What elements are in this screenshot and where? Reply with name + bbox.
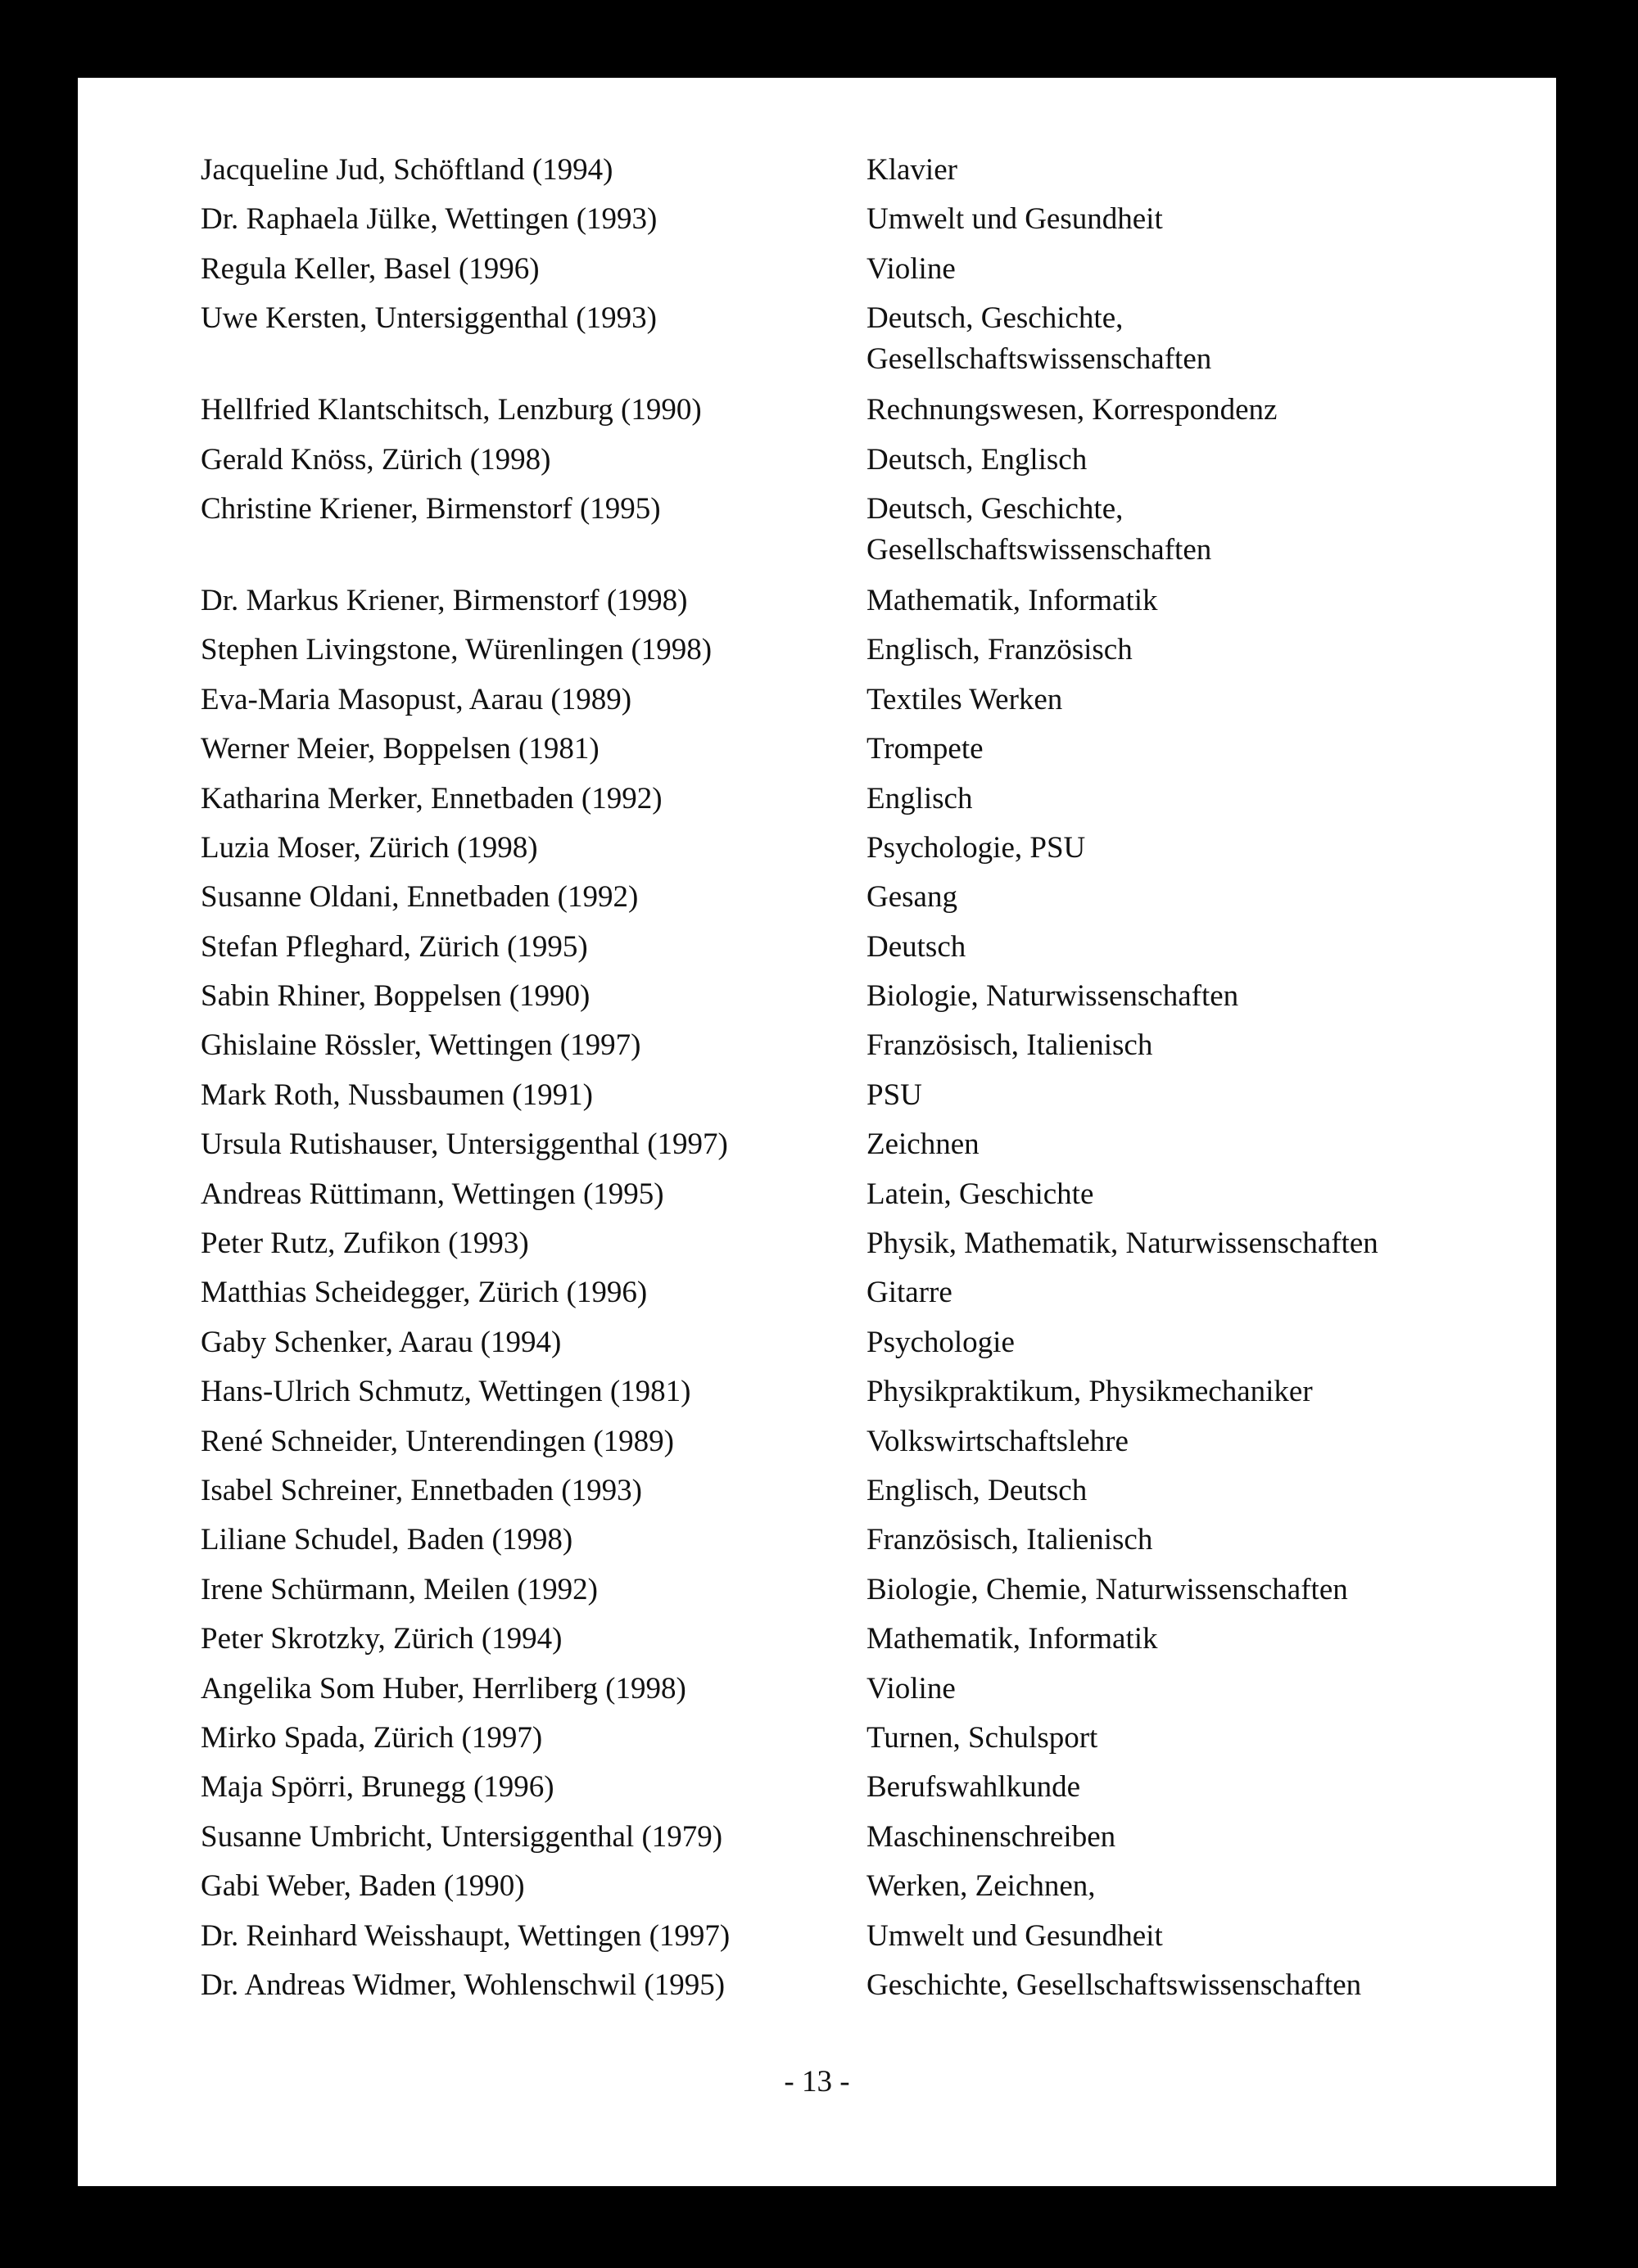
teacher-name: Mirko Spada, Zürich (1997) [201,1720,543,1755]
list-item [201,729,1511,770]
subject-text: Volkswirtschaftslehre [867,1424,1129,1458]
teacher-name: Matthias Scheidegger, Zürich (1996) [201,1276,648,1310]
subject-cell [867,976,1511,1017]
subject-text: Mathematik, Informatik [867,1622,1158,1656]
list-item [201,1916,1511,1957]
subject-text: Textiles Werken [867,682,1063,716]
subject-text: Deutsch, Geschichte, [867,491,1124,526]
teacher-name: Susanne Umbricht, Untersiggenthal (1979) [201,1819,723,1854]
subject-text: Umwelt und Gesundheit [867,202,1163,237]
teacher-name: Peter Skrotzky, Zürich (1994) [201,1622,563,1656]
page-number: - 13 - [784,2065,850,2099]
subject-cell [867,680,1511,721]
teacher-name: Dr. Raphaela Jülke, Wettingen (1993) [201,202,658,237]
subject-text-continued: Gesellschaftswissenschaften [867,342,1212,377]
teacher-name: Dr. Markus Kriener, Birmenstorf (1998) [201,583,688,617]
subject-cell [867,489,1511,571]
list-item [201,1075,1511,1116]
subject-cell [867,1223,1511,1264]
subject-text: Gitarre [867,1276,952,1310]
teacher-name: Stephen Livingstone, Würenlingen (1998) [201,633,713,667]
subject-cell [867,1767,1511,1808]
list-item [201,1866,1511,1907]
subject-cell [867,779,1511,820]
list-item [201,1322,1511,1363]
subject-cell [867,1520,1511,1561]
teacher-name: Regula Keller, Basel (1996) [201,251,540,286]
teacher-name: Gerald Knöss, Zürich (1998) [201,442,551,477]
subject-text: PSU [867,1078,922,1112]
teacher-name: Ursula Rutishauser, Untersiggenthal (1997) [201,1127,728,1162]
subject-text: Gesang [867,880,957,915]
teacher-name: Dr. Reinhard Weisshaupt, Wettingen (1997) [201,1918,731,1953]
teacher-name: Sabin Rhiner, Boppelsen (1990) [201,979,590,1014]
subject-cell [867,1174,1511,1215]
list-item [201,489,1511,571]
list-item [201,440,1511,481]
list-item [201,630,1511,671]
subject-text: Geschichte, Gesellschaftswissenschaften [867,1968,1362,2002]
list-item [201,390,1511,431]
subject-cell [867,828,1511,869]
subject-text: Klavier [867,153,957,187]
subject-text: Psychologie [867,1325,1015,1359]
list-item [201,1817,1511,1858]
list-item [201,828,1511,869]
teacher-name: Jacqueline Jud, Schöftland (1994) [201,153,613,187]
list-item [201,199,1511,240]
subject-cell [867,1916,1511,1957]
teacher-name: Uwe Kersten, Untersiggenthal (1993) [201,301,657,336]
list-item [201,877,1511,918]
subject-text: Biologie, Naturwissenschaften [867,979,1239,1014]
subject-text: Violine [867,251,956,286]
teacher-name: Luzia Moser, Zürich (1998) [201,830,538,865]
list-item [201,581,1511,621]
subject-text: Latein, Geschichte [867,1177,1094,1211]
subject-cell [867,1817,1511,1858]
subject-text: Mathematik, Informatik [867,583,1158,617]
list-item [201,1767,1511,1808]
teacher-name: Andreas Rüttimann, Wettingen (1995) [201,1177,664,1211]
teacher-name: René Schneider, Unterendingen (1989) [201,1424,674,1458]
teacher-name: Liliane Schudel, Baden (1998) [201,1523,573,1557]
subject-cell [867,1718,1511,1759]
list-item [201,150,1511,191]
list-item [201,927,1511,968]
list-item [201,1669,1511,1710]
list-item [201,298,1511,380]
staff-list [201,150,1511,2014]
teacher-name: Dr. Andreas Widmer, Wohlenschwil (1995) [201,1968,726,2002]
teacher-name: Hans-Ulrich Schmutz, Wettingen (1981) [201,1375,691,1409]
subject-cell [867,729,1511,770]
subject-cell [867,1272,1511,1313]
subject-text: Physik, Mathematik, Naturwissenschaften [867,1227,1378,1261]
subject-cell [867,1866,1511,1907]
teacher-name: Stefan Pfleghard, Zürich (1995) [201,929,588,964]
document-page [78,78,1556,2186]
teacher-name: Susanne Oldani, Ennetbaden (1992) [201,880,639,915]
teacher-name: Christine Kriener, Birmenstorf (1995) [201,491,661,526]
subject-text: Englisch, Deutsch [867,1473,1088,1507]
teacher-name: Isabel Schreiner, Ennetbaden (1993) [201,1473,642,1507]
subject-cell [867,1124,1511,1165]
teacher-name: Peter Rutz, Zufikon (1993) [201,1227,529,1261]
subject-cell [867,1619,1511,1660]
subject-cell [867,927,1511,968]
subject-cell [867,1965,1511,2006]
teacher-name: Irene Schürmann, Meilen (1992) [201,1572,598,1606]
teacher-name: Gaby Schenker, Aarau (1994) [201,1325,562,1359]
subject-text: Maschinenschreiben [867,1819,1116,1854]
subject-text: Physikpraktikum, Physikmechaniker [867,1375,1313,1409]
subject-text: Werken, Zeichnen, [867,1869,1096,1904]
subject-cell [867,1669,1511,1710]
list-item [201,1965,1511,2006]
subject-text: Französisch, Italienisch [867,1028,1153,1063]
list-item [201,1718,1511,1759]
list-item [201,249,1511,290]
list-item [201,1025,1511,1066]
subject-text: Psychologie, PSU [867,830,1086,865]
subject-text: Englisch [867,781,973,815]
list-item [201,1421,1511,1462]
subject-cell [867,440,1511,481]
subject-text: Französisch, Italienisch [867,1523,1153,1557]
subject-text: Turnen, Schulsport [867,1720,1098,1755]
subject-cell [867,1075,1511,1116]
subject-cell [867,390,1511,431]
teacher-name: Hellfried Klantschitsch, Lenzburg (1990) [201,393,702,427]
list-item [201,1619,1511,1660]
teacher-name: Ghislaine Rössler, Wettingen (1997) [201,1028,641,1063]
subject-text: Deutsch, Geschichte, [867,301,1124,336]
subject-cell [867,1421,1511,1462]
subject-text: Deutsch, Englisch [867,442,1088,477]
subject-cell [867,249,1511,290]
subject-text: Trompete [867,732,984,766]
subject-text-continued: Gesellschaftswissenschaften [867,532,1212,567]
subject-cell [867,581,1511,621]
list-item [201,779,1511,820]
subject-text: Rechnungswesen, Korrespondenz [867,393,1278,427]
list-item [201,680,1511,721]
teacher-name: Werner Meier, Boppelsen (1981) [201,732,600,766]
teacher-name: Maja Spörri, Brunegg (1996) [201,1770,554,1805]
list-item [201,1471,1511,1511]
teacher-name: Mark Roth, Nussbaumen (1991) [201,1078,593,1112]
subject-text: Berufswahlkunde [867,1770,1080,1805]
subject-text: Umwelt und Gesundheit [867,1918,1163,1953]
subject-cell [867,150,1511,191]
subject-cell [867,877,1511,918]
subject-text: Englisch, Französisch [867,633,1133,667]
subject-text: Deutsch [867,929,966,964]
teacher-name: Eva-Maria Masopust, Aarau (1989) [201,682,632,716]
list-item [201,1272,1511,1313]
subject-cell [867,1025,1511,1066]
teacher-name: Gabi Weber, Baden (1990) [201,1869,525,1904]
subject-text: Zeichnen [867,1127,980,1162]
list-item [201,1570,1511,1611]
subject-cell [867,1322,1511,1363]
subject-text: Biologie, Chemie, Naturwissenschaften [867,1572,1348,1606]
subject-cell [867,1471,1511,1511]
list-item [201,1223,1511,1264]
subject-text: Violine [867,1671,956,1706]
subject-cell [867,298,1511,380]
subject-cell [867,630,1511,671]
teacher-name: Katharina Merker, Ennetbaden (1992) [201,781,663,815]
list-item [201,1520,1511,1561]
list-item [201,1371,1511,1412]
subject-cell [867,1371,1511,1412]
teacher-name: Angelika Som Huber, Herrliberg (1998) [201,1671,686,1706]
list-item [201,1174,1511,1215]
list-item [201,976,1511,1017]
subject-cell [867,199,1511,240]
subject-cell [867,1570,1511,1611]
list-item [201,1124,1511,1165]
